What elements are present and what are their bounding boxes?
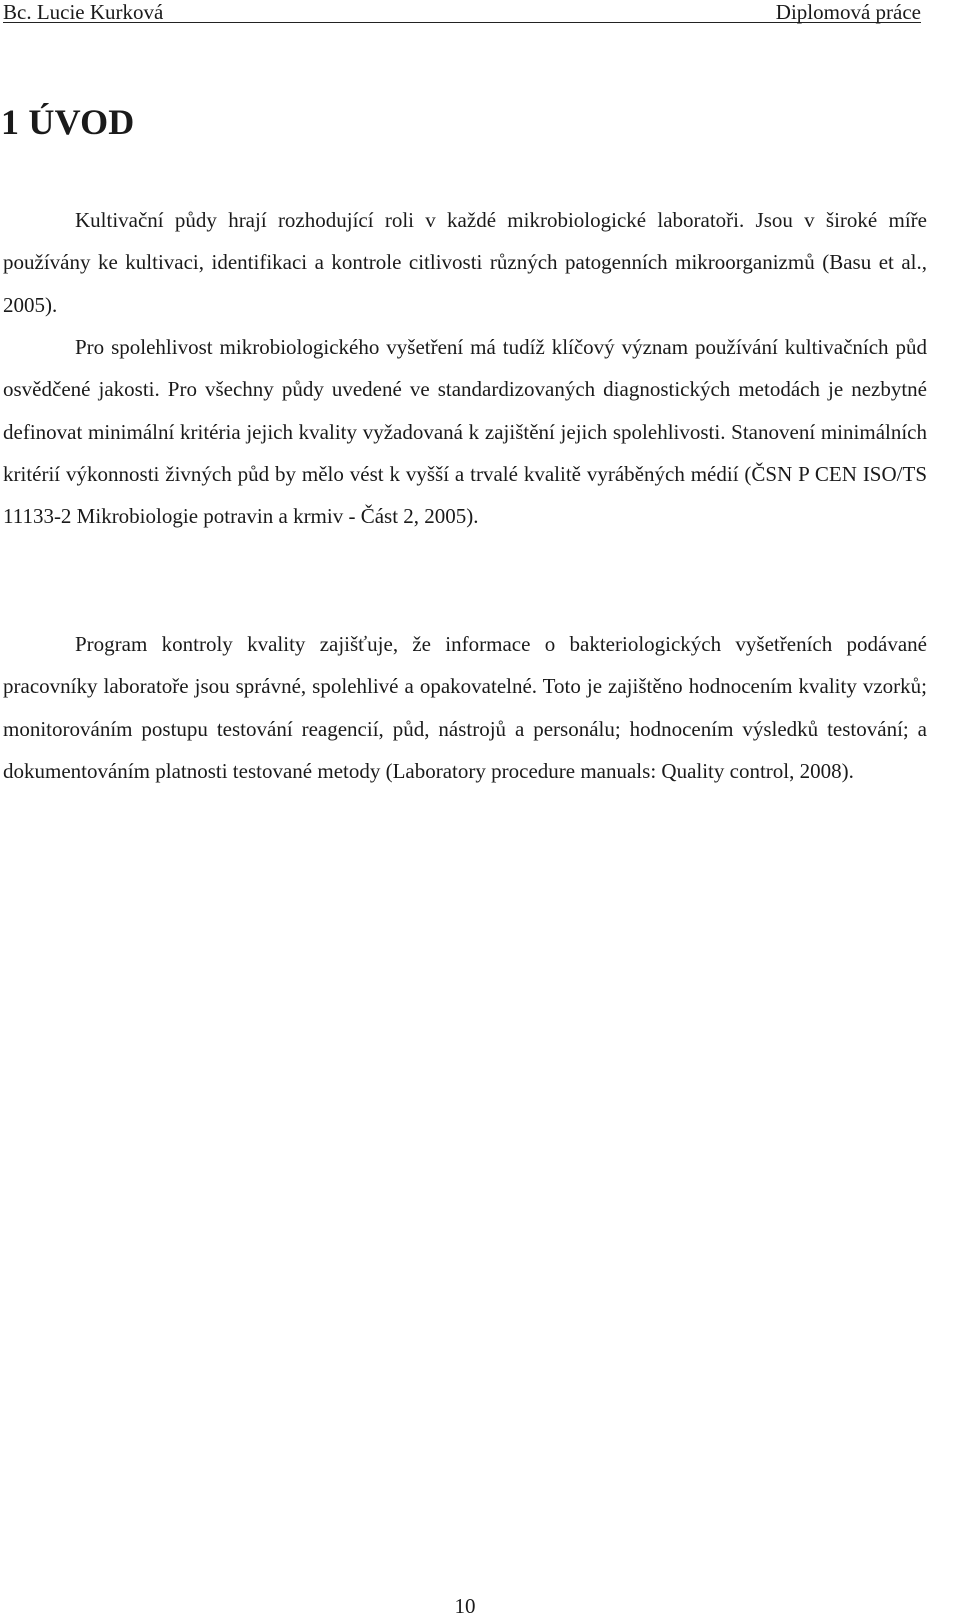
page-header [3, 0, 921, 23]
header-document-type: Diplomová práce [775, 0, 921, 24]
paragraph-quality-control-program: Program kontroly kvality zajišťuje, že informace o bakteriologických vyšetřeních podávané pracovníky laboratoře jsou správné, spolehlivé a opakovatelné. Toto je zajištěno hodnocením kvality vzorků; monitorováním postupu testování reagencií, půd, nástrojů a personálu; hodnocením výsledků testování; a dokumentováním platnosti testované metody (Laboratory procedure manuals: Quality control, 2008). [3, 632, 927, 783]
header-author: Bc. Lucie Kurková [3, 0, 164, 24]
paragraph-quality-criteria: Pro spolehlivost mikrobiologického vyšetření má tudíž klíčový význam používání kultivačních půd osvědčené jakosti. Pro všechny půdy uvedené ve standardizovaných diagnostických metodách je nezbytné definovat minimální kritéria jejich kvality vyžadovaná k zajištění jejich spolehlivosti. Stanovení minimálních kritérií výkonnosti živných půd by mělo vést k vyšší a trvalé kvalitě vyráběných médií (ČSN P CEN ISO/TS 11133-2 Mikrobiologie potravin a krmiv - Část 2, 2005). [3, 335, 927, 529]
chapter-title: 1 ÚVOD [1, 102, 135, 142]
paragraph-intro: Kultivační půdy hrají rozhodující roli v každé mikrobiologické laboratoři. Jsou v široké míře používány ke kultivaci, identifikaci a kontrole citlivosti různých patogenních mikroorganizmů (Basu et al., 2005). [3, 208, 927, 317]
page-number: 10 [454, 1594, 476, 1618]
